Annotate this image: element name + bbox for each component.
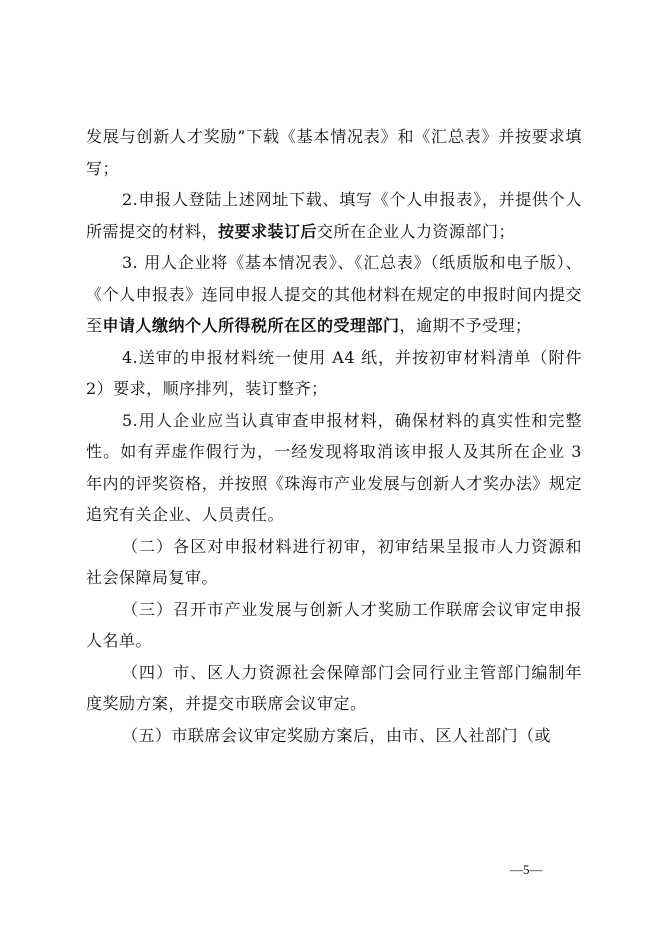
paragraph-item-4 — [86, 342, 582, 405]
paragraph-item-5 — [86, 405, 582, 531]
paragraph-text: （四）市、区人力资源社会保障部门会同行业主管部门编制年度奖励方案，并提交市联席会议审定。 — [86, 662, 582, 713]
paragraph-section-3 — [86, 594, 582, 657]
paragraph-text: 交所在企业人力资源部门； — [317, 221, 516, 241]
paragraph-text: （二）各区对申报材料进行初审，初审结果呈报市人力资源和社会保障局复审。 — [86, 536, 582, 587]
page-number: —5— — [510, 862, 543, 877]
paragraph-text: 发展与创新人才奖励”下载《基本情况表》和《汇总表》并按要求填写； — [86, 127, 582, 178]
paragraph-text: 2.申报人登陆上述网址下载、填写《个人申报表》，并提供个人所需提交的材料， — [86, 190, 582, 241]
paragraph-text: 4.送审的申报材料统一使用 A4 纸，并按初审材料清单（附件 2）要求，顺序排列，装订整齐； — [86, 347, 582, 398]
paragraph-text: 5.用人企业应当认真审查申报材料，确保材料的真实性和完整性。如有弄虚作假行为，一经发现将取消该申报人及其所在企业 3 年内的评奖资格，并按照《珠海市产业发展与创新人才奖办法》规定追究有关企业、人员责任。 — [86, 410, 582, 524]
paragraph-section-5 — [86, 720, 582, 752]
bold-emphasis: 申请人缴纳个人所得税所在区的受理部门 — [102, 316, 400, 335]
paragraph-text: （三）召开市产业发展与创新人才奖励工作联席会议审定申报人名单。 — [86, 599, 582, 650]
paragraph-item-2 — [86, 184, 582, 247]
paragraph-item-3 — [86, 247, 582, 342]
paragraph-text: ，逾期不予受理； — [399, 316, 532, 335]
body-text — [86, 121, 582, 751]
paragraph-section-4 — [86, 657, 582, 720]
paragraph-download-instructions — [86, 121, 582, 184]
paragraph-text: 3. 用人企业将《基本情况表》、《汇总表》（纸质版和电子版）、《个人申报表》连同申报人提交的其他材料在规定的申报时间内提交至 — [86, 253, 582, 335]
paragraph-section-2 — [86, 531, 582, 594]
bold-emphasis: 按要求装订后 — [218, 221, 318, 241]
paragraph-text: （五）市联席会议审定奖励方案后，由市、区人社部门（或 — [122, 725, 552, 745]
